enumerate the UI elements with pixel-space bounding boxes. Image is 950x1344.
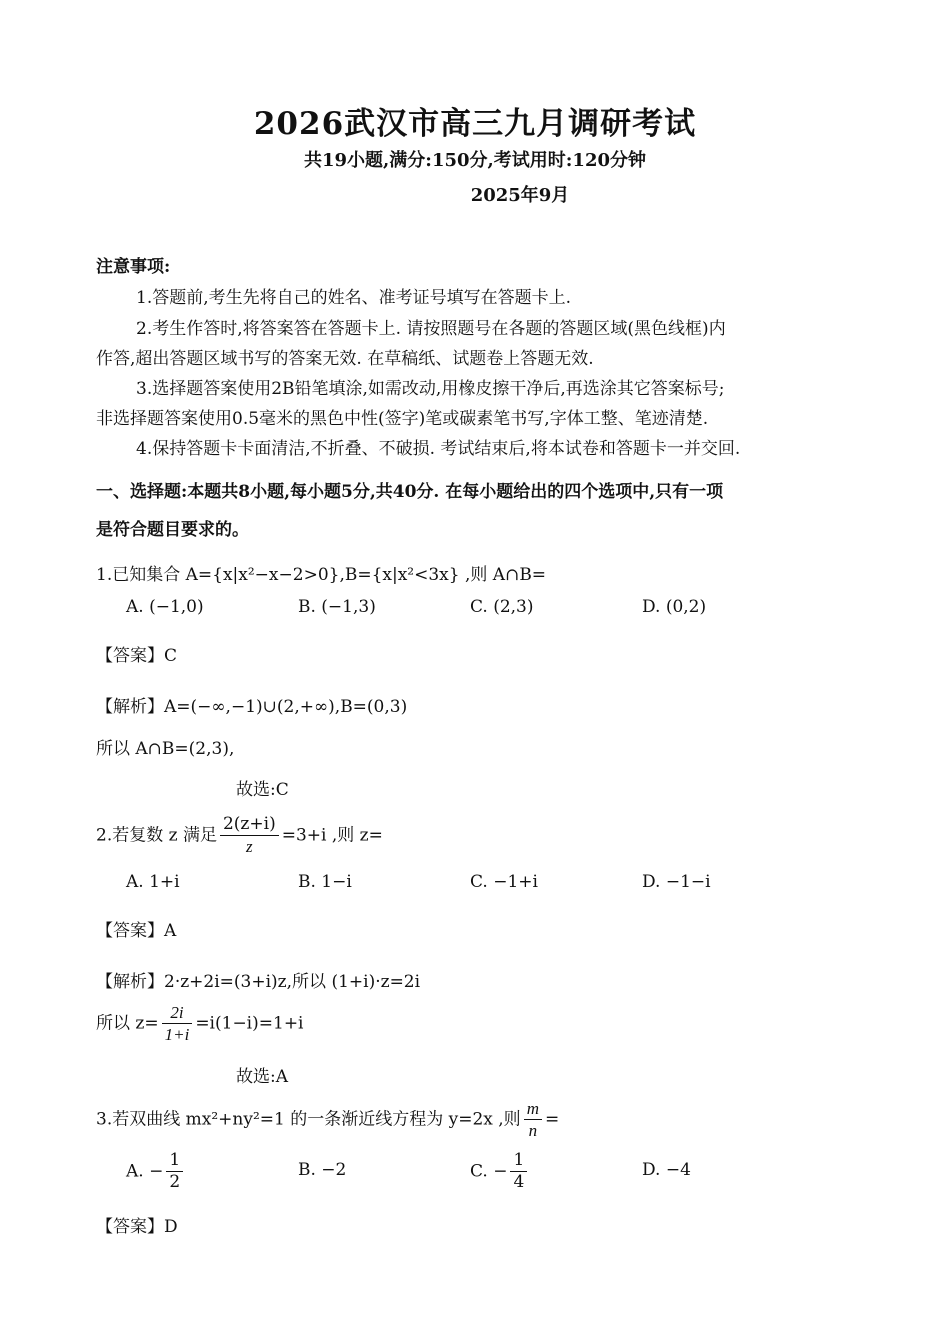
question-3-option-a-prefix: A. −: [126, 1161, 164, 1182]
question-2-step-prefix: 所以 z=: [96, 1013, 159, 1034]
question-2-step-denominator: 1+i: [164, 1025, 190, 1045]
question-3-option-c-fraction: [510, 1150, 527, 1194]
question-3-option-c-numerator: 1: [510, 1150, 527, 1172]
question-2-analysis: 【解析】2·z+2i=(3+i)z,所以 (1+i)·z=2i: [96, 972, 421, 992]
question-3-answer: 【答案】D: [96, 1217, 178, 1237]
question-3-fraction-numerator: m: [524, 1098, 542, 1120]
question-3-option-a-denominator: 2: [169, 1172, 181, 1193]
exam-subtitle: 共19小题,满分:150分,考试用时:120分钟: [303, 150, 647, 171]
question-1-option-a: A. (−1,0): [126, 597, 204, 617]
question-3-stem-prefix: 3.若双曲线 mx²+ny²=1 的一条渐近线方程为 y=2x ,则: [96, 1109, 521, 1130]
notice-item-1: 1.答题前,考生先将自己的姓名、准考证号填写在答题卡上.: [136, 288, 572, 308]
notice-item-3-line-2: 非选择题答案使用0.5毫米的黑色中性(签字)笔或碳素笔书写,字体工整、笔迹清楚.: [96, 409, 709, 429]
question-2-fraction: [220, 814, 279, 858]
question-3-option-a-fraction: [166, 1150, 183, 1194]
question-3-option-a: [126, 1150, 186, 1194]
question-3-option-a-numerator: 1: [166, 1150, 183, 1172]
question-3-option-c: [470, 1150, 530, 1194]
exam-date: 2025年9月: [470, 185, 570, 206]
question-1-choice: 故选:C: [236, 780, 289, 800]
question-3-stem-suffix: =: [544, 1109, 560, 1130]
question-2-option-c: C. −1+i: [470, 872, 538, 892]
section-1-heading-line-2: 是符合题目要求的。: [96, 520, 249, 540]
question-1-analysis: 【解析】A=(−∞,−1)∪(2,+∞),B=(0,3): [96, 697, 408, 717]
question-2-choice: 故选:A: [236, 1067, 289, 1087]
question-1-option-b: B. (−1,3): [298, 597, 376, 617]
notice-item-2-line-2: 作答,超出答题区域书写的答案无效. 在草稿纸、试题卷上答题无效.: [96, 349, 594, 369]
question-1-option-c: C. (2,3): [470, 597, 534, 617]
question-2-step-fraction: [162, 1002, 193, 1046]
question-2-option-b: B. 1−i: [298, 872, 352, 892]
question-3-fraction-denominator: n: [528, 1121, 538, 1141]
question-1-option-d: D. (0,2): [642, 597, 707, 617]
exam-title: 2026武汉市高三九月调研考试: [253, 106, 697, 142]
question-2-answer: 【答案】A: [96, 921, 177, 941]
question-2-option-a: A. 1+i: [126, 872, 180, 892]
notice-item-4: 4.保持答题卡卡面清洁,不折叠、不破损. 考试结束后,将本试卷和答题卡一并交回.: [136, 439, 741, 459]
question-2-stem-suffix: =3+i ,则 z=: [281, 825, 383, 846]
question-2-step-suffix: =i(1−i)=1+i: [195, 1013, 304, 1034]
question-2-step-numerator: 2i: [162, 1002, 193, 1024]
question-3-option-b: B. −2: [298, 1160, 347, 1180]
question-2-fraction-denominator: z: [246, 837, 253, 857]
notice-item-3-line-1: 3.选择题答案使用2B铅笔填涂,如需改动,用橡皮擦干净后,再选涂其它答案标号;: [136, 379, 725, 399]
question-2-step: [96, 1002, 304, 1046]
question-2-fraction-numerator: 2(z+i): [220, 814, 279, 836]
section-1-heading-line-1: 一、选择题:本题共8小题,每小题5分,共40分. 在每小题给出的四个选项中,只有一项: [96, 482, 724, 502]
question-1-answer: 【答案】C: [96, 646, 178, 666]
question-3-option-c-denominator: 4: [513, 1172, 525, 1193]
question-1-stem: 1.已知集合 A={x|x²−x−2>0},B={x|x²<3x} ,则 A∩B=: [96, 565, 547, 585]
question-2-stem: [96, 814, 383, 858]
notice-heading: 注意事项:: [96, 257, 171, 277]
question-2-option-d: D. −1−i: [642, 872, 711, 892]
question-3-option-c-prefix: C. −: [470, 1161, 508, 1182]
question-2-stem-prefix: 2.若复数 z 满足: [96, 825, 217, 846]
notice-item-2-line-1: 2.考生作答时,将答案答在答题卡上. 请按照题号在各题的答题区域(黑色线框)内: [136, 319, 726, 339]
question-3-fraction: [524, 1098, 542, 1142]
question-3-stem: [96, 1098, 559, 1142]
question-3-option-d: D. −4: [642, 1160, 691, 1180]
question-1-step: 所以 A∩B=(2,3),: [96, 739, 235, 759]
